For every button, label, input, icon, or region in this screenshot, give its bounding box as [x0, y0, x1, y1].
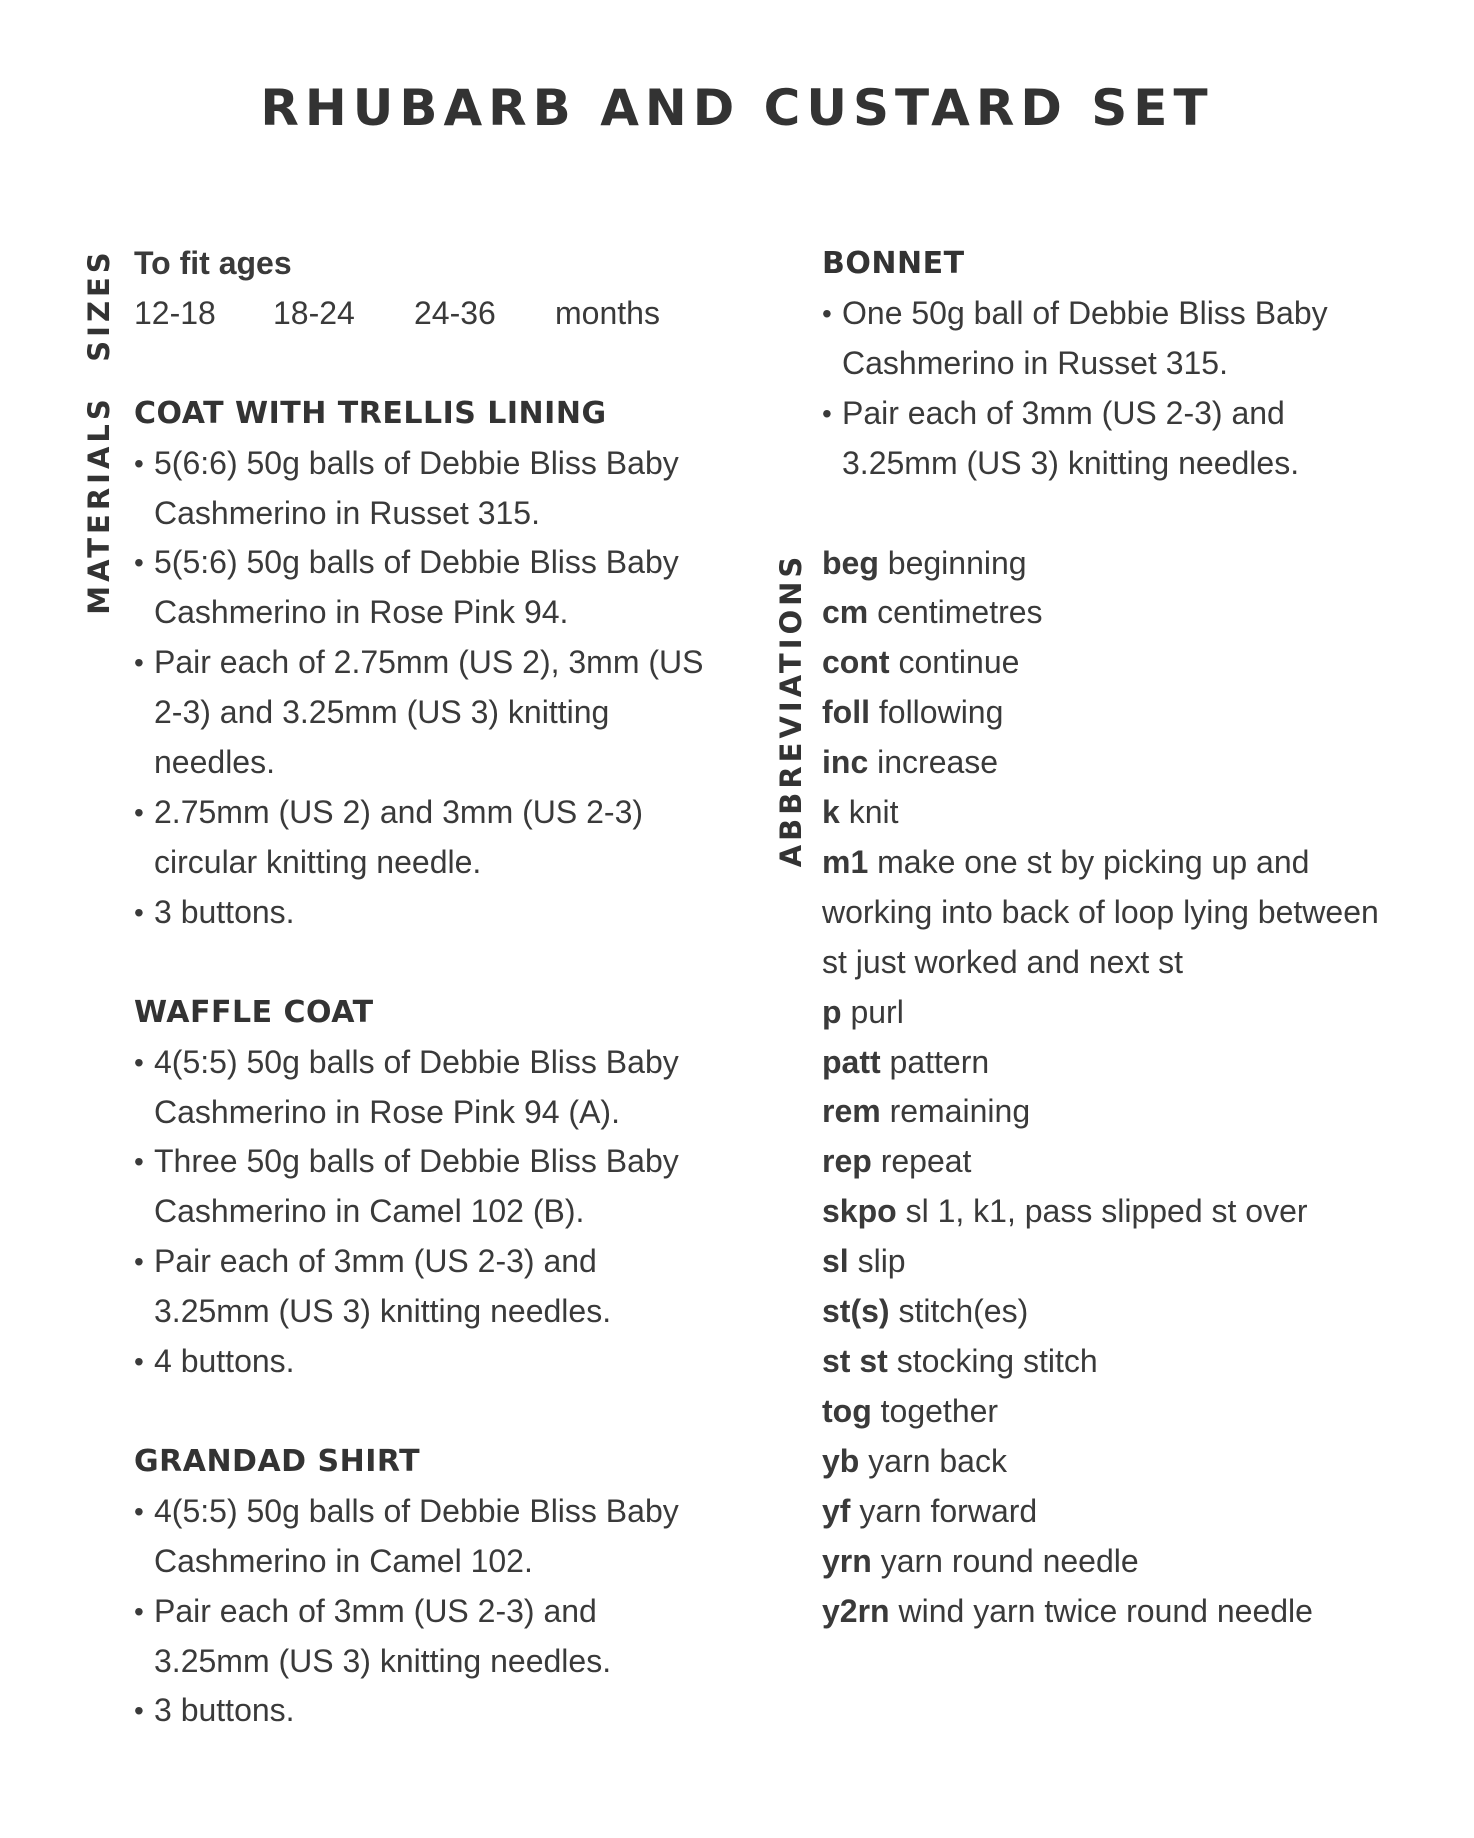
abbreviation-key: inc — [822, 744, 869, 781]
abbreviation-desc: pattern — [889, 1043, 990, 1080]
bonnet-heading: BONNET — [822, 246, 965, 281]
abbreviation-item — [822, 1137, 1402, 1187]
bonnet-list — [822, 289, 1402, 489]
abbreviation-desc: purl — [850, 993, 904, 1030]
abbreviations-side-label: ABBREVIATIONS — [774, 552, 808, 868]
abbreviation-item — [822, 1287, 1402, 1337]
materials-side-label: MATERIALS — [82, 395, 116, 615]
abbreviation-key: rem — [822, 1093, 881, 1130]
grandad-shirt-list — [134, 1487, 754, 1737]
abbreviation-desc: slip — [857, 1243, 906, 1280]
abbreviation-item — [822, 1337, 1402, 1387]
waffle-coat-heading: WAFFLE COAT — [134, 994, 374, 1030]
list-item: • Pair each of 3mm (US 2-3) and 3.25mm (US 3) knitting needles. — [822, 394, 1300, 481]
abbreviation-desc: together — [880, 1392, 999, 1429]
list-item: • 3 buttons. — [134, 1692, 295, 1729]
abbreviation-desc: yarn round needle — [880, 1542, 1139, 1579]
size-value: 12-18 — [134, 294, 216, 331]
abbreviation-key: cm — [822, 594, 869, 631]
abbreviation-item — [822, 1087, 1402, 1137]
abbreviation-key: k — [822, 794, 840, 831]
abbreviation-key: rep — [822, 1143, 872, 1180]
list-item: • Pair each of 2.75mm (US 2), 3mm (US 2-3) and 3.25mm (US 3) knitting needles. — [134, 644, 704, 781]
list-item: • 3 buttons. — [134, 893, 295, 930]
abbreviation-desc: repeat — [880, 1143, 972, 1180]
list-item: • Pair each of 3mm (US 2-3) and 3.25mm (US 3) knitting needles. — [134, 1243, 612, 1330]
list-item: • Pair each of 3mm (US 2-3) and 3.25mm (US 3) knitting needles. — [134, 1592, 612, 1679]
coat-trellis-list — [134, 439, 754, 938]
abbreviation-key: yb — [822, 1442, 860, 1479]
abbreviation-item — [822, 1237, 1402, 1287]
abbreviation-desc: yarn back — [868, 1442, 1007, 1479]
list-item: • 4(5:5) 50g balls of Debbie Bliss Baby Cashmerino in Camel 102. — [134, 1492, 679, 1579]
abbreviation-desc: stitch(es) — [898, 1293, 1029, 1330]
list-item: • 2.75mm (US 2) and 3mm (US 2-3) circular knitting needle. — [134, 794, 644, 880]
abbreviation-item — [822, 1387, 1402, 1437]
list-item: • 5(5:6) 50g balls of Debbie Bliss Baby Cashmerino in Rose Pink 94. — [134, 544, 679, 631]
abbreviation-key: beg — [822, 544, 879, 581]
abbreviation-key: sl — [822, 1243, 849, 1280]
abbreviation-key: st(s) — [822, 1293, 890, 1330]
abbreviation-item — [822, 1587, 1402, 1637]
abbreviation-key: yrn — [822, 1542, 872, 1579]
abbreviation-item — [822, 1038, 1402, 1088]
abbreviation-item — [822, 1437, 1402, 1487]
sizes-heading: To fit ages — [134, 245, 292, 281]
abbreviation-item — [822, 738, 1402, 788]
list-item: • 4 buttons. — [134, 1343, 295, 1380]
abbreviation-item — [822, 1487, 1402, 1537]
abbreviation-key: patt — [822, 1043, 881, 1080]
abbreviation-item — [822, 588, 1402, 638]
abbreviation-key: p — [822, 993, 842, 1030]
abbreviation-key: tog — [822, 1392, 872, 1429]
abbreviation-item — [822, 539, 1402, 589]
abbreviation-desc: increase — [877, 744, 999, 781]
abbreviation-item — [822, 988, 1402, 1038]
right-column — [822, 239, 1402, 1636]
abbreviation-desc: centimetres — [877, 594, 1043, 631]
abbreviation-item — [822, 838, 1402, 988]
abbreviation-desc: sl 1, k1, pass slipped st over — [905, 1193, 1308, 1230]
abbreviation-desc: continue — [898, 644, 1020, 681]
abbreviation-key: foll — [822, 694, 870, 731]
abbreviation-key: y2rn — [822, 1592, 890, 1629]
waffle-coat-list — [134, 1038, 754, 1387]
abbreviation-desc: knit — [848, 794, 899, 831]
size-value: 24-36 — [414, 294, 496, 331]
list-item: • 5(6:6) 50g balls of Debbie Bliss Baby Cashmerino in Russet 315. — [134, 444, 679, 531]
abbreviation-desc: remaining — [889, 1093, 1031, 1130]
abbreviation-key: yf — [822, 1492, 851, 1529]
coat-trellis-heading: COAT WITH TRELLIS LINING — [134, 395, 607, 431]
abbreviation-item — [822, 1187, 1402, 1237]
list-item: • One 50g ball of Debbie Bliss Baby Cashmerino in Russet 315. — [822, 294, 1328, 381]
grandad-shirt-heading: GRANDAD SHIRT — [134, 1443, 421, 1479]
abbreviations-list — [822, 539, 1402, 1637]
sizes-row — [134, 289, 754, 339]
size-unit: months — [555, 294, 660, 331]
abbreviation-item — [822, 638, 1402, 688]
abbreviation-key: cont — [822, 644, 890, 681]
abbreviation-desc: make one st by picking up and working into back of loop lying between st just worked and next st — [822, 843, 1379, 980]
abbreviation-item — [822, 688, 1402, 738]
abbreviation-key: skpo — [822, 1193, 897, 1230]
list-item: • 4(5:5) 50g balls of Debbie Bliss Baby Cashmerino in Rose Pink 94 (A). — [134, 1043, 679, 1130]
size-value: 18-24 — [273, 294, 355, 331]
abbreviation-desc: beginning — [887, 544, 1027, 581]
abbreviation-key: m1 — [822, 843, 869, 880]
abbreviation-desc: wind yarn twice round needle — [898, 1592, 1313, 1629]
list-item: • Three 50g balls of Debbie Bliss Baby Cashmerino in Camel 102 (B). — [134, 1143, 679, 1230]
page-title: RHUBARB AND CUSTARD SET — [260, 79, 1214, 137]
sizes-side-label: SIZES — [82, 248, 116, 362]
abbreviation-item — [822, 788, 1402, 838]
abbreviation-key: st st — [822, 1343, 888, 1380]
abbreviation-item — [822, 1537, 1402, 1587]
abbreviation-desc: following — [878, 694, 1004, 731]
abbreviation-desc: yarn forward — [859, 1492, 1038, 1529]
left-column — [134, 239, 754, 1736]
abbreviation-desc: stocking stitch — [896, 1343, 1098, 1380]
